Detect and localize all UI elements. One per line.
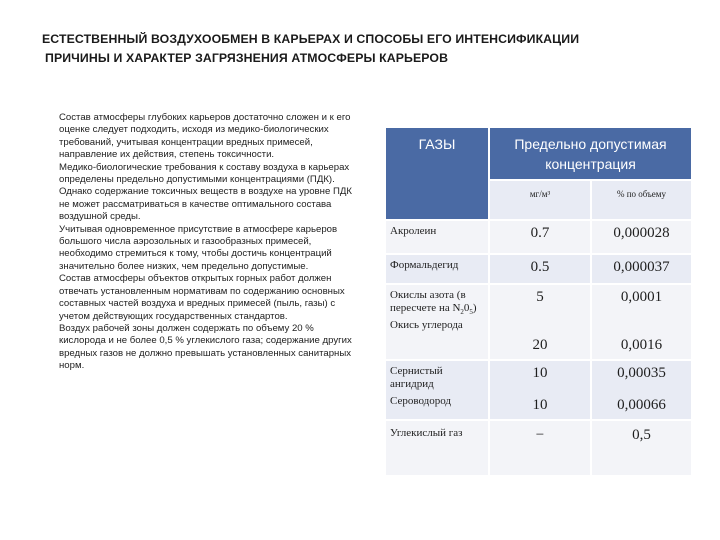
unit-vol: % по объему <box>591 180 691 220</box>
table-row <box>386 284 691 360</box>
subscript: 2 <box>460 308 464 317</box>
value-mg: 5 <box>536 289 544 305</box>
paragraph-3: Учитывая одновременное присутствие в атмосфере карьеров большого числа аэрозольных и газообразных примесей, необходимо стремиться к тому, чтобы достичь концентраций значительно более низких, чем предельно допустимые. <box>59 223 338 272</box>
value-vol: 0,5 <box>591 420 691 475</box>
paragraph-4: Состав атмосферы объектов открытых горных работ должен отвечать установленным нормативам по содержанию основных составных частей воздуха и вредных примесей (пыль, газы) с учетом действующих государственных стандартов. <box>59 273 345 322</box>
table-row <box>386 254 691 284</box>
paragraph-2: Медико-биологические требования к составу воздуха в карьерах определены предельно допустимыми концентрациями (ПДК). Однако содержание токсичных веществ в воздухе на уровне ПДК не может рассматриваться в качестве оптимального состава воздушной среды. <box>59 161 352 223</box>
value-mg: 0.7 <box>489 220 591 254</box>
value-vol: 0,00066 <box>617 397 666 413</box>
value-vol: 0,0016 <box>620 337 663 353</box>
table-row <box>386 360 691 420</box>
gas-name-rest: 0 <box>463 302 470 314</box>
gas-name: Акролеин <box>386 220 489 254</box>
gas-name: Сероводород <box>390 395 452 407</box>
value-mg: − <box>489 420 591 475</box>
gas-name: Углекислый газ <box>386 420 489 475</box>
body-text <box>59 112 359 373</box>
gas-name: Сернистый ангидрид <box>390 365 443 390</box>
unit-mg: мг/м³ <box>489 180 591 220</box>
value-mg: 10 <box>532 365 548 381</box>
subscript: 5 <box>469 308 473 317</box>
header-pdk <box>489 128 691 180</box>
value-vol: 0,00035 <box>617 365 666 381</box>
table-header-row <box>386 128 691 180</box>
value-vol: 0,0001 <box>620 289 663 305</box>
header-gases-label: ГАЗЫ <box>418 136 456 152</box>
value-mg: 20 <box>532 337 548 353</box>
value-mg-group <box>489 284 591 360</box>
slide-title <box>42 30 692 68</box>
value-mg: 0.5 <box>489 254 591 284</box>
gas-name-group <box>386 360 489 420</box>
table-row <box>386 220 691 254</box>
table-row <box>386 420 691 475</box>
header-pdk-label: Предельно допустимая концентрация <box>514 136 667 172</box>
title-line-1: ЕСТЕСТВЕННЫЙ ВОЗДУХООБМЕН В КАРЬЕРАХ И СПОСОБЫ ЕГО ИНТЕНСИФИКАЦИИ <box>42 32 580 46</box>
value-mg-group <box>489 360 591 420</box>
value-vol-group <box>591 360 691 420</box>
gas-name-end: ) <box>472 302 477 314</box>
header-gases <box>386 128 489 220</box>
value-vol: 0,000037 <box>591 254 691 284</box>
value-vol-group <box>591 284 691 360</box>
value-mg: 10 <box>532 397 548 413</box>
paragraph-5: Воздух рабочей зоны должен содержать по объему 20 % кислорода и не более 0,5 % углекислого газа; содержание других вредных газов не должно превышать установленных санитарных норм. <box>59 322 352 372</box>
gas-name-group <box>386 284 489 360</box>
gas-name: Окислы азота (в пересчете на N <box>390 289 466 314</box>
gas-name: Формальдегид <box>386 254 489 284</box>
gas-pdk-table <box>386 128 691 475</box>
paragraph-1: Состав атмосферы глубоких карьеров достаточно сложен и к его оценке следует подходить, исходя из медико-биологических требований, учитывая концентрации вредных примесей, направление их действия, степень токсичности. <box>59 112 351 161</box>
value-vol: 0,000028 <box>591 220 691 254</box>
title-line-2: ПРИЧИНЫ И ХАРАКТЕР ЗАГРЯЗНЕНИЯ АТМОСФЕРЫ КАРЬЕРОВ <box>45 51 449 65</box>
gas-name: Окись углерода <box>390 319 463 332</box>
